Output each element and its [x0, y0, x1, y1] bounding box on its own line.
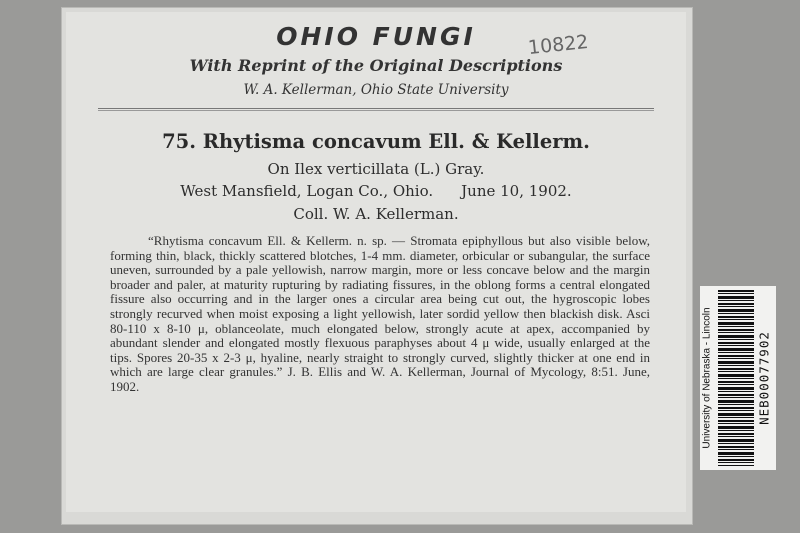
- label-subheader: With Reprint of the Original Descriptions: [189, 56, 563, 75]
- specimen-label: [66, 12, 686, 512]
- original-description: “Rhytisma concavum Ell. & Kellerm. n. sp. — Stromata epiphyllous but also visible below, forming thin, black, thickly scattered blotches, 1-4 mm. diameter, orbicular or subangular, the surface uneven, surrounded by a pale yellowish, narrow margin, more or less concave below and the margin broader and paler, at maturity rupturing by radiating fissures, in the oblong forms a central elongated fissure also occurring and in the larger ones a circular area being cut out, the hygroscopic lobes strongly recurved when moist exposing a light yellowish, later sordid yellow then blackish disk. Asci 80-110 x 8-10 μ, oblanceolate, much elongated below, strongly acute at apex, accompanied by abundant slender and elongated mostly flexuous paraphyses about 4 μ wide, usually enlarged at the tips. Spores 20-35 x 2-3 μ, hyaline, nearly straight to strongly curved, slightly thicker at one end in which are large clear granules.” J. B. Ellis and W. A. Kellerman, Journal of Mycology, 8:51. June, 1902.: [110, 233, 650, 394]
- locality-line: [66, 182, 686, 200]
- barcode-institution: University of Nebraska - Lincoln: [701, 307, 713, 449]
- barcode-label: [700, 286, 776, 470]
- header-divider: [98, 108, 654, 111]
- species-title: 75. Rhytisma concavum Ell. & Kellerm.: [162, 130, 590, 153]
- collection-date: June 10, 1902.: [461, 182, 572, 200]
- collector-line: Coll. W. A. Kellerman.: [293, 205, 459, 223]
- locality: West Mansfield, Logan Co., Ohio.: [180, 182, 434, 200]
- handwritten-catalog-number: 10822: [527, 30, 590, 60]
- label-author-line: W. A. Kellerman, Ohio State University: [243, 82, 509, 98]
- barcode-bars: [718, 290, 754, 466]
- barcode-number: NEB00077902: [756, 331, 772, 425]
- label-header: OHIO FUNGI: [276, 22, 476, 51]
- host-line: On Ilex verticillata (L.) Gray.: [267, 160, 485, 178]
